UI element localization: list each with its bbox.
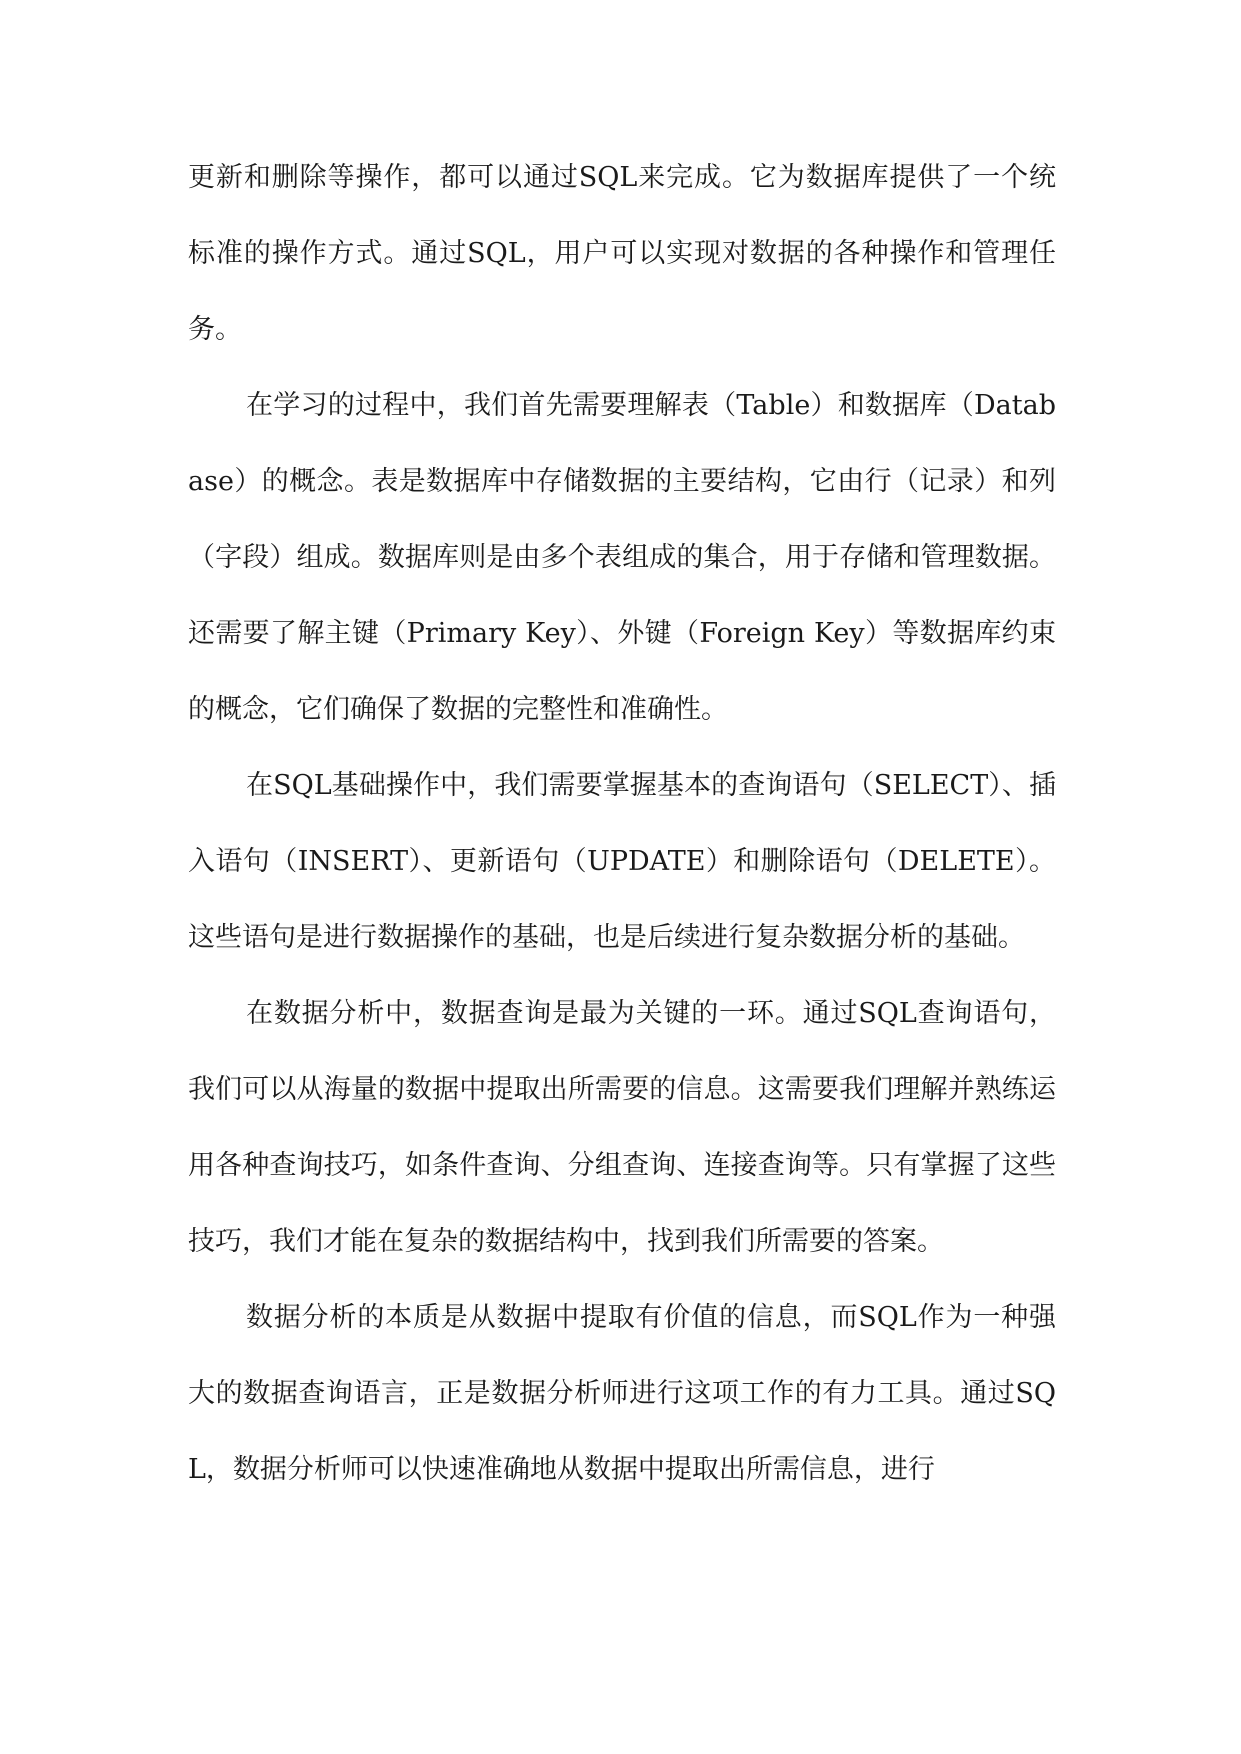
paragraph-sql-operations: 更新和删除等操作，都可以通过SQL来完成。它为数据库提供了一个统标准的操作方式。通过SQL，用户可以实现对数据的各种操作和管理任务。 [188, 162, 1056, 345]
paragraph-sql-basic-statements: 在SQL基础操作中，我们需要掌握基本的查询语句（SELECT）、插入语句（INSERT）、更新语句（UPDATE）和删除语句（DELETE）。这些语句是进行数据操作的基础，也是后续进行复杂数据分析的基础。 [188, 770, 1056, 953]
paragraph-table-database-concepts: 在学习的过程中，我们首先需要理解表（Table）和数据库（Database）的概念。表是数据库中存储数据的主要结构，它由行（记录）和列（字段）组成。数据库则是由多个表组成的集合，用于存储和管理数据。还需要了解主键（Primary Key）、外键（Foreign Key）等数据库约束的概念，它们确保了数据的完整性和准确性。 [188, 390, 1056, 725]
document-body [188, 140, 1056, 1508]
paragraph-data-query: 在数据分析中，数据查询是最为关键的一环。通过SQL查询语句，我们可以从海量的数据中提取出所需要的信息。这需要我们理解并熟练运用各种查询技巧，如条件查询、分组查询、连接查询等。只有掌握了这些技巧，我们才能在复杂的数据结构中，找到我们所需要的答案。 [188, 998, 1056, 1257]
paragraph-data-analysis-essence: 数据分析的本质是从数据中提取有价值的信息，而SQL作为一种强大的数据查询语言，正是数据分析师进行这项工作的有力工具。通过SQL，数据分析师可以快速准确地从数据中提取出所需信息，进行 [188, 1302, 1056, 1485]
